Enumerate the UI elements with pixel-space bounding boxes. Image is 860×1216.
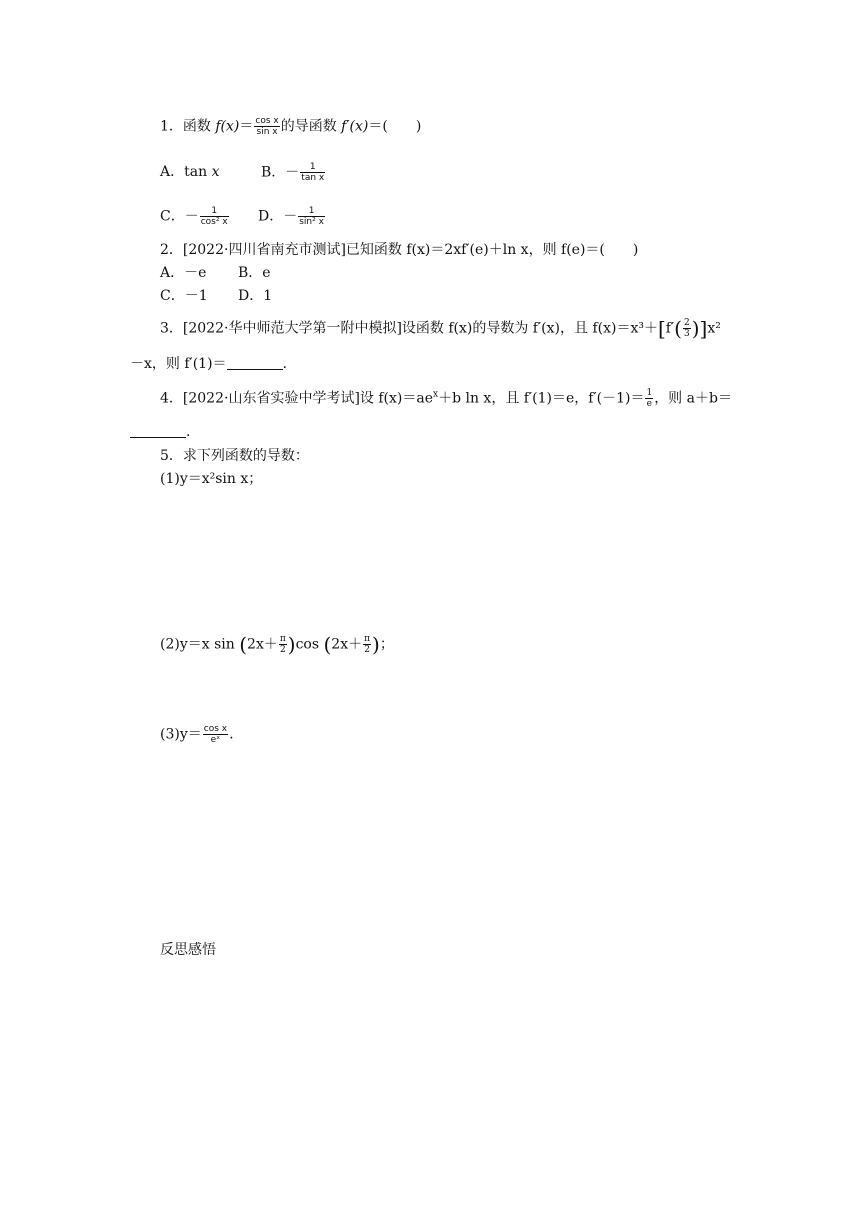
reflection-heading: 反思感悟 (160, 942, 216, 958)
q1-option-c: C．－ $\frac{1}{\text{cos² x}}$ (160, 206, 228, 227)
q1-option-b: B．－ $\frac{1}{\text{tan x}}$ (261, 162, 325, 183)
q3-stem: 3．[2022·华中师范大学第一附中模拟]设函数 f(x)的导数为 f′(x)，且 f(x)＝x³＋[f′( $\frac{2}{3}$ )]x² (160, 316, 721, 341)
q3-stem-cont: －x，则 f′(1)＝ . (130, 356, 287, 372)
q1-option-d: D．－ $\frac{1}{\text{sin² x}}$ (258, 206, 324, 227)
q4-stem: 4．[2022·山东省实验中学考试]设 $f(x)=ae^x+b$ ln x，且 f′(1)＝e，f′(－1)＝ $\frac{1}{e}$ ，则 a＋b＝ (160, 388, 732, 409)
q5-part-3: (3)y＝ $\frac{\text{cos x}}{\text{eˣ}}$ . (160, 724, 234, 745)
q1-stem: 1．函数 f(x)＝ $\frac{\text{cos x}}{\text{sin x}}$ 的导函数 f′(x)＝( ) (160, 116, 422, 137)
q5-title: 5．求下列函数的导数： (160, 448, 309, 464)
q2-option-b: B．e (238, 265, 271, 281)
q2-stem: 2．[2022·四川省南充市测试]已知函数 f(x)＝2xf′(e)＋ln x，则 f(e)＝( ) (160, 242, 639, 258)
q1-option-a: A．tan x (160, 164, 220, 180)
q2-option-c: C．－1 (160, 288, 208, 304)
q5-part-2: (2)y＝x sin (2x＋ $\frac{\pi}{2}$ )cos (2x＋ $\frac{\pi}{2}$ )； (160, 632, 394, 657)
q3-answer-blank[interactable] (227, 355, 283, 370)
q1-fraction: $\frac{\text{cos x}}{\text{sin x}}$ (255, 116, 279, 137)
q2-option-d: D．1 (238, 288, 273, 304)
q4-answer-blank[interactable] (130, 423, 186, 438)
q4-stem-cont: . (130, 422, 190, 442)
q5-part-1: (1)y＝x²sin x； (160, 471, 263, 487)
q2-option-a: A．－e (160, 265, 207, 281)
